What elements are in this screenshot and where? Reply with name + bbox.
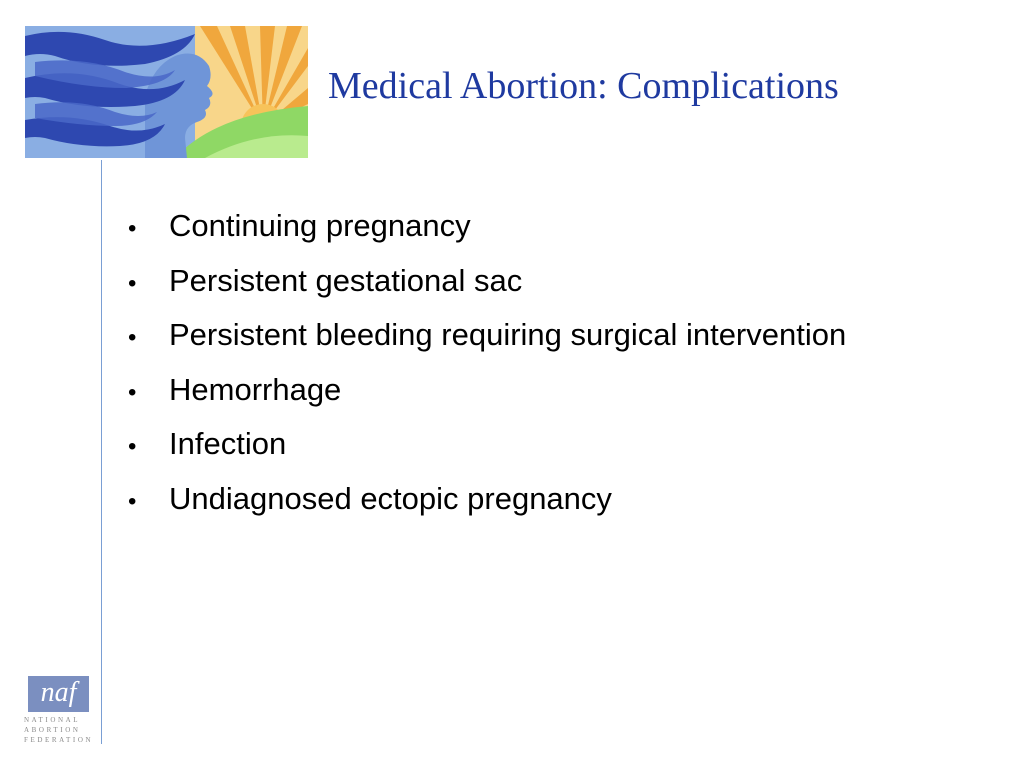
- bullet-text: Undiagnosed ectopic pregnancy: [169, 480, 612, 516]
- bullet-icon: •: [128, 433, 137, 460]
- header-illustration: [25, 26, 308, 158]
- naf-logo: [24, 676, 94, 746]
- bullet-item: [128, 372, 846, 427]
- bullet-item: [128, 208, 846, 263]
- bullet-icon: •: [128, 324, 137, 351]
- logo-line-3: FEDERATION: [24, 736, 94, 744]
- bullet-icon: •: [128, 269, 137, 297]
- bullet-icon: •: [128, 215, 137, 242]
- logo-line-2: ABORTION: [24, 726, 81, 734]
- bullet-item: [128, 263, 846, 318]
- bullet-list: [128, 208, 846, 535]
- bullet-text: Continuing pregnancy: [169, 208, 471, 243]
- bullet-text: Infection: [169, 426, 287, 461]
- logo-mark: naf: [28, 676, 89, 712]
- bullet-icon: •: [128, 487, 137, 515]
- slide-title: Medical Abortion: Complications: [328, 65, 839, 107]
- bullet-item: [128, 426, 846, 481]
- bullet-item: [128, 481, 846, 536]
- bullet-item: [128, 317, 846, 372]
- bullet-text: Persistent gestational sac: [169, 262, 523, 298]
- vertical-divider: [101, 160, 102, 744]
- bullet-text: Persistent bleeding requiring surgical intervention: [169, 317, 847, 352]
- logo-line-1: NATIONAL: [24, 716, 81, 724]
- bullet-icon: •: [128, 378, 137, 406]
- bullet-text: Hemorrhage: [169, 371, 342, 407]
